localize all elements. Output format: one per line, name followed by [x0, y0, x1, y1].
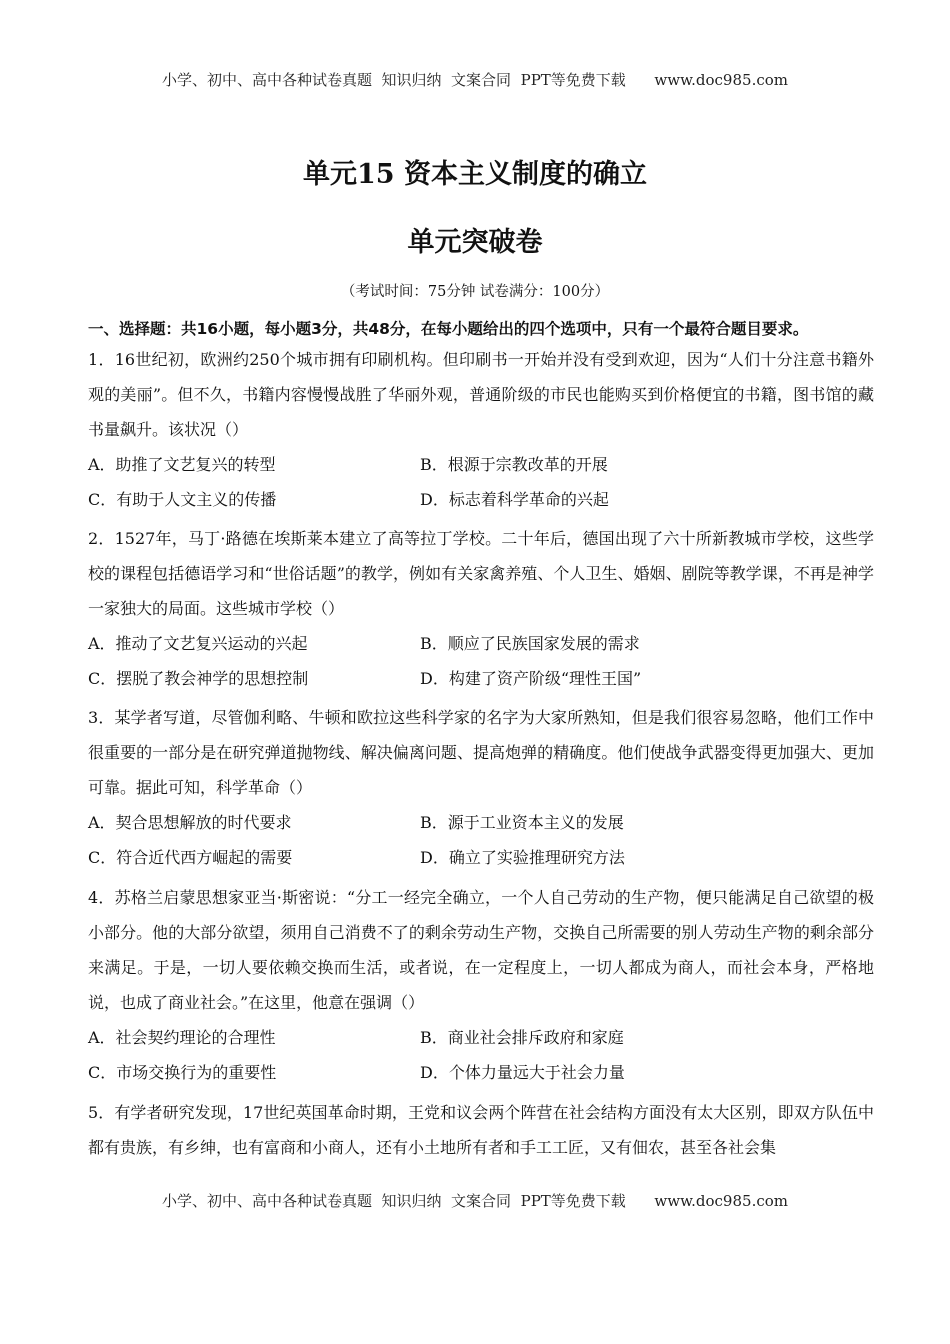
option-c: C．有助于人文主义的传播: [88, 490, 277, 509]
section-heading: 一、选择题：共16小题，每小题3分，共48分，在每小题给出的四个选项中，只有一个最符合题目要求。: [88, 320, 809, 338]
question-stem: 3．某学者写道，尽管伽利略、牛顿和欧拉这些科学家的名字为大家所熟知，但是我们很容易忽略，他们工作中很重要的一部分是在研究弹道抛物线、解决偏离问题、提高炮弹的精确度。他们使战争武器变得更加强大、更加可靠。据此可知，科学革命（）: [88, 708, 874, 797]
option-a: A．推动了文艺复兴运动的兴起: [88, 634, 308, 653]
document-title: 单元15 资本主义制度的确立: [303, 159, 647, 190]
option-b: B．顺应了民族国家发展的需求: [420, 634, 640, 653]
options: [88, 626, 874, 696]
option-a: A．助推了文艺复兴的转型: [88, 455, 276, 474]
exam-meta: （考试时间：75分钟 试卷满分：100分）: [340, 284, 610, 300]
question-2: [88, 521, 874, 696]
option-b: B．商业社会排斥政府和家庭: [420, 1028, 624, 1047]
question-stem: 5．有学者研究发现，17世纪英国革命时期，王党和议会两个阵营在社会结构方面没有太大区别，即双方队伍中都有贵族，有乡绅，也有富商和小商人，还有小土地所有者和手工工匠，又有佃农，甚至各社会集: [88, 1103, 874, 1157]
option-c: C．摆脱了教会神学的思想控制: [88, 669, 309, 688]
option-b: B．源于工业资本主义的发展: [420, 813, 624, 832]
options: [88, 805, 874, 875]
question-3: [88, 700, 874, 875]
option-b: B．根源于宗教改革的开展: [420, 455, 608, 474]
option-d: D．个体力量远大于社会力量: [420, 1063, 625, 1082]
options: [88, 447, 874, 517]
question-stem: 2．1527年，马丁·路德在埃斯莱本建立了高等拉丁学校。二十年后，德国出现了六十所新教城市学校，这些学校的课程包括德语学习和“世俗话题”的教学，例如有关家禽养殖、个人卫生、婚姻、剧院等教学课，不再是神学一家独大的局面。这些城市学校（）: [88, 529, 874, 618]
option-a: A．社会契约理论的合理性: [88, 1028, 276, 1047]
options: [88, 1020, 874, 1090]
question-stem: 4．苏格兰启蒙思想家亚当·斯密说：“分工一经完全确立，一个人自己劳动的生产物，便只能满足自己欲望的极小部分。他的大部分欲望，须用自己消费不了的剩余劳动生产物，交换自己所需要的别人劳动生产物的剩余部分来满足。于是，一切人要依赖交换而生活，或者说，在一定程度上，一切人都成为商人，而社会本身，严格地说，也成了商业社会。”在这里，他意在强调（）: [88, 888, 874, 1012]
option-c: C．市场交换行为的重要性: [88, 1063, 277, 1082]
question-5: [88, 1095, 874, 1165]
question-4: [88, 880, 874, 1090]
option-c: C．符合近代西方崛起的需要: [88, 848, 293, 867]
page-header: 小学、初中、高中各种试卷真题 知识归纳 文案合同 PPT等免费下载 www.doc985.com: [161, 71, 788, 89]
option-d: D．构建了资产阶级“理性王国”: [420, 669, 642, 688]
question-1: [88, 342, 874, 517]
document-subtitle: 单元突破卷: [407, 227, 543, 258]
option-d: D．确立了实验推理研究方法: [420, 848, 625, 867]
option-a: A．契合思想解放的时代要求: [88, 813, 292, 832]
question-stem: 1．16世纪初，欧洲约250个城市拥有印刷机构。但印刷书一开始并没有受到欢迎，因为“人们十分注意书籍外观的美丽”。但不久，书籍内容慢慢战胜了华丽外观，普通阶级的市民也能购买到价格便宜的书籍，图书馆的藏书量飙升。该状况（）: [88, 350, 874, 439]
option-d: D．标志着科学革命的兴起: [420, 490, 609, 509]
page-footer: 小学、初中、高中各种试卷真题 知识归纳 文案合同 PPT等免费下载 www.doc985.com: [161, 1192, 788, 1210]
